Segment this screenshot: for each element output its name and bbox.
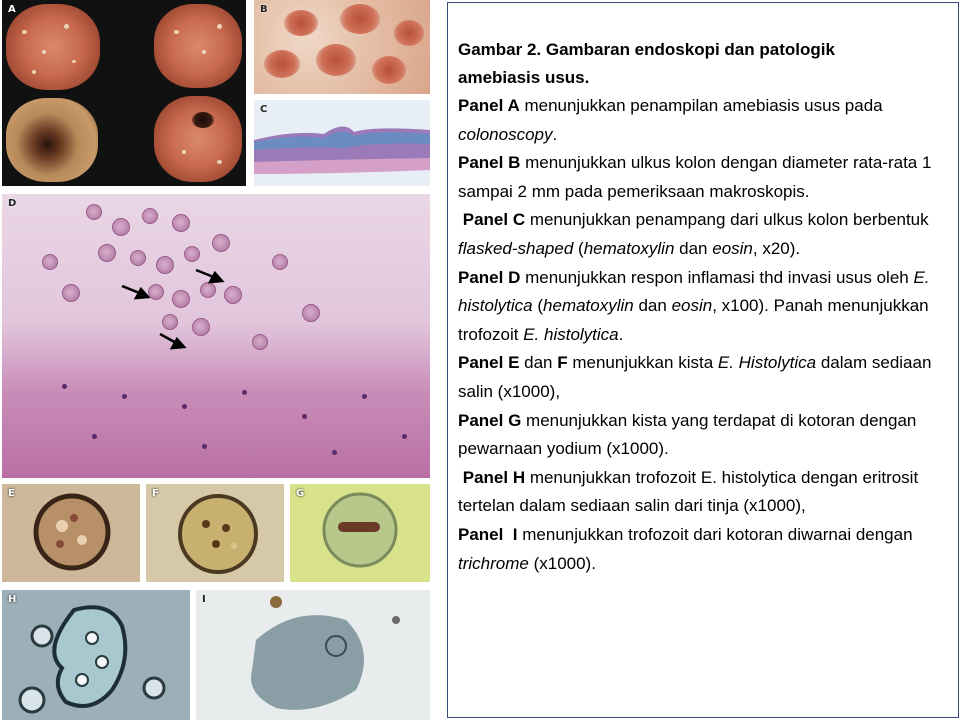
caption-text: . xyxy=(552,124,558,144)
caption-panel-d xyxy=(458,264,948,350)
caption-italic: E. histolytica xyxy=(458,267,930,316)
endoscopy-image-3 xyxy=(6,98,98,182)
ulcer-blob xyxy=(284,10,318,36)
panel-d-label: Panel D xyxy=(458,267,521,287)
trophozoite-drawing xyxy=(196,590,430,720)
panel-c-label: Panel C xyxy=(462,210,526,230)
ulcer-blob xyxy=(372,56,406,84)
arrow-icon xyxy=(160,334,184,348)
caption-text: , x20). xyxy=(752,238,801,258)
figure-title-line-2: amebiasis usus. xyxy=(458,68,590,87)
caption-panel-a xyxy=(458,92,948,149)
panel-f-label: F xyxy=(557,353,568,373)
panel-e-label: Panel E xyxy=(458,353,520,373)
caption-text: . xyxy=(618,324,624,344)
figure-title xyxy=(458,36,948,92)
panel-g-cyst-iodine xyxy=(290,484,430,582)
caption-text: ( xyxy=(532,296,544,316)
panel-a-endoscopy xyxy=(2,0,246,186)
ulcer-spot xyxy=(64,24,69,29)
caption-italic: E. Histolytica xyxy=(717,353,817,373)
caption-text: menunjukkan kista xyxy=(567,353,718,373)
caption-text: dan xyxy=(633,296,672,316)
caption-text: dan xyxy=(519,353,558,373)
panel-i-trichrome xyxy=(196,590,430,720)
caption-text: , x100). Panah menunjukkan trofozoit xyxy=(458,296,929,344)
caption-italic: hematoxylin xyxy=(543,296,634,316)
panel-h-letter: H xyxy=(8,594,17,605)
caption-text: (x1000). xyxy=(528,553,596,573)
caption-text: menunjukkan kista yang terdapat di kotoran dengan pewarnaan yodium (x1000). xyxy=(458,410,917,459)
panel-d-letter: D xyxy=(8,198,17,209)
panel-e-cyst xyxy=(2,484,140,582)
panel-g-letter: G xyxy=(296,488,305,499)
panel-f-cyst xyxy=(146,484,284,582)
panel-d-histology xyxy=(2,194,430,478)
arrow-overlay xyxy=(2,194,430,478)
caption-text: menunjukkan ulkus kolon dengan diameter rata-rata 1 sampai 2 mm pada pemeriksaan makroskopis. xyxy=(458,153,932,201)
caption-text: dalam sediaan salin (x1000), xyxy=(458,353,932,401)
ulcer-spot xyxy=(174,30,179,34)
cyst-drawing xyxy=(2,484,140,582)
ulcer-blob xyxy=(394,20,424,46)
caption-text: menunjukkan penampang dari ulkus kolon berbentuk xyxy=(525,210,929,230)
cyst-drawing xyxy=(146,484,284,582)
caption-panel-c xyxy=(458,206,948,263)
ulcer-blob xyxy=(264,50,300,78)
caption-italic: flasked-shaped xyxy=(458,238,574,258)
ulcer-spot xyxy=(72,60,76,63)
endoscopy-image-1 xyxy=(6,4,100,90)
panel-i-letter: I xyxy=(202,594,206,605)
ulcer-spot xyxy=(42,50,46,54)
caption-panel-i xyxy=(458,521,948,578)
panel-b-letter: B xyxy=(260,4,268,15)
figure-panels xyxy=(0,0,432,720)
panel-a-label: Panel A xyxy=(458,96,520,115)
caption-italic: colonoscopy xyxy=(458,124,553,144)
panel-c-letter: C xyxy=(260,104,268,115)
caption-panel-h xyxy=(458,464,948,521)
panel-b-macroscopic xyxy=(254,0,430,94)
caption-text: menunjukkan penampilan amebiasis usus pada xyxy=(519,96,883,115)
endoscopy-image-2 xyxy=(154,4,242,88)
ulcer-spot xyxy=(182,150,186,154)
ulcer-spot xyxy=(22,30,27,34)
ulcer-spot xyxy=(217,24,222,29)
panel-e-letter: E xyxy=(8,488,15,499)
caption-italic: eosin xyxy=(712,238,753,258)
caption-panel-ef xyxy=(458,349,948,406)
caption-panel-g xyxy=(458,407,948,464)
panel-h-trophozoite xyxy=(2,590,190,720)
arrow-icon xyxy=(196,270,222,282)
ulcer-blob xyxy=(316,44,356,76)
ulcer-spot xyxy=(202,50,206,54)
caption-box xyxy=(447,2,959,718)
caption-text: menunjukkan trofozoit E. histolytica dengan eritrosit tertelan dalam sediaan salin dari tinja (x1000), xyxy=(458,467,919,516)
panel-f-letter: F xyxy=(152,488,159,499)
panel-a-letter: A xyxy=(8,4,16,15)
caption-panel-b xyxy=(458,149,948,206)
caption-text: dan xyxy=(674,238,713,258)
panel-g-label: Panel G xyxy=(458,410,522,430)
trophozoite-drawing xyxy=(2,590,190,720)
caption-text: menunjukkan trofozoit dari kotoran diwarnai dengan xyxy=(517,524,913,544)
cyst-drawing xyxy=(290,484,430,582)
ulcer-blob xyxy=(340,4,380,34)
caption-italic: hematoxylin xyxy=(583,238,675,258)
ulcer-spot xyxy=(32,70,36,74)
panel-b-label: Panel B xyxy=(458,153,521,173)
caption-text: ( xyxy=(573,238,584,258)
figure-title-line-1: Gambar 2. Gambaran endoskopi dan patologik xyxy=(458,40,835,59)
caption-text: menunjukkan respon inflamasi thd invasi usus oleh xyxy=(520,267,914,287)
caption-italic: E. histolytica xyxy=(523,324,619,344)
ulcer-section-drawing xyxy=(254,100,430,186)
panel-c-ulcer-section xyxy=(254,100,430,186)
caption-italic: trichrome xyxy=(458,553,529,573)
ulcer-spot xyxy=(217,160,222,164)
lumen-shadow xyxy=(192,112,214,128)
panel-i-label: Panel I xyxy=(458,524,518,544)
caption-italic: eosin xyxy=(671,296,713,316)
panel-h-label: Panel H xyxy=(462,467,526,487)
arrow-icon xyxy=(122,286,148,298)
endoscopy-image-4 xyxy=(154,96,242,182)
